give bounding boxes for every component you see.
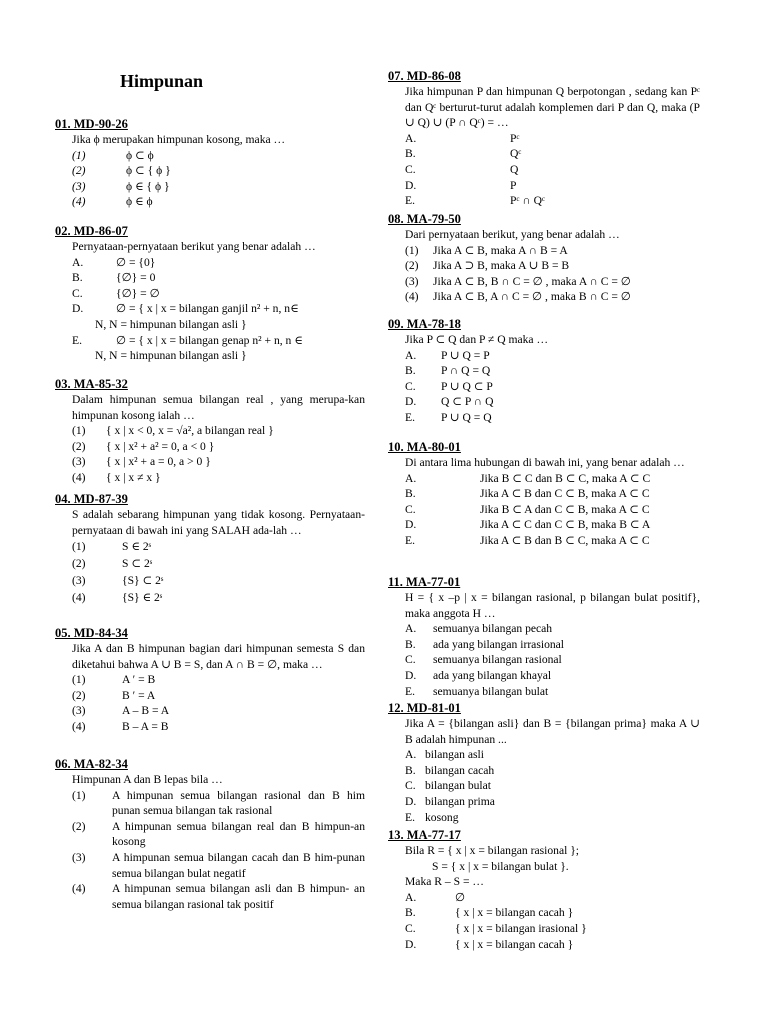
question-text: Jika A = {bilangan asli} dan B = {bilangan prima} maka A ∪ B adalah himpunan ... xyxy=(405,717,700,746)
option: E. ∅ = { x | x = bilangan genap n² + n, n ∈ xyxy=(72,333,303,347)
question-09 xyxy=(388,317,700,426)
option: C. { x | x = bilangan irasional } xyxy=(405,921,587,935)
option: (1) Jika A ⊂ B, maka A ∩ B = A xyxy=(405,243,568,257)
option: (1) S ∈ 2ˢ xyxy=(72,540,152,554)
question-text: Jika ϕ merupakan himpunan kosong, maka … xyxy=(72,133,286,146)
option: (4) A himpunan semua bilangan asli dan B himpun- an semua bilangan rasional tak positif xyxy=(72,882,365,911)
question-05 xyxy=(55,626,365,735)
question-08 xyxy=(388,212,700,305)
option: D. P xyxy=(405,178,517,192)
question-text: Jika P ⊂ Q dan P ≠ Q maka … xyxy=(405,333,549,346)
option: (3) A himpunan semua bilangan cacah dan B him-punan semua bilangan bulat negatif xyxy=(72,850,365,880)
question-01 xyxy=(55,117,365,210)
option: D. Q ⊂ P ∩ Q xyxy=(405,395,494,409)
option: B. {∅} = 0 xyxy=(72,271,156,285)
question-06 xyxy=(55,757,365,912)
option: E. kosong xyxy=(405,810,459,824)
question-text: Dalam himpunan semua bilangan real , yang merupa-kan himpunan kosong ialah … xyxy=(72,393,365,422)
option: A. Jika B ⊂ C dan B ⊂ C, maka A ⊂ C xyxy=(405,471,651,485)
option: E. semuanya bilangan bulat xyxy=(405,684,549,698)
option: (1) ϕ ⊂ ϕ xyxy=(72,148,154,162)
question-code: 02. MD-86-07 xyxy=(55,224,128,238)
question-code: 13. MA-77-17 xyxy=(388,828,461,842)
option: (4) { x | x ≠ x } xyxy=(72,470,161,484)
option: B. bilangan cacah xyxy=(405,763,495,777)
option: D. ada yang bilangan khayal xyxy=(405,668,552,682)
question-text: H = { x –p | x = bilangan rasional, p bilangan bulat positif}, maka anggota H … xyxy=(405,591,700,620)
option: C. Q xyxy=(405,162,519,176)
option: (1) A ′ = B xyxy=(72,673,156,687)
option: A. bilangan asli xyxy=(405,748,484,762)
question-02 xyxy=(55,224,365,364)
option: B. { x | x = bilangan cacah } xyxy=(405,906,574,920)
option: (2) Jika A ⊃ B, maka A ∪ B = B xyxy=(405,259,570,273)
question-12 xyxy=(388,701,700,825)
question-code: 12. MD-81-01 xyxy=(388,701,461,715)
question-07 xyxy=(388,69,700,209)
question-03 xyxy=(55,377,365,486)
option: A. semuanya bilangan pecah xyxy=(405,622,553,636)
question-code: 06. MA-82-34 xyxy=(55,757,128,771)
option: (2) A himpunan semua bilangan real dan B himpun-an kosong xyxy=(72,819,365,849)
option: B. ada yang bilangan irrasional xyxy=(405,637,565,651)
option-continuation: N, N = himpunan bilangan asli } xyxy=(95,349,247,363)
option: B. P ∩ Q = Q xyxy=(405,364,491,378)
question-11 xyxy=(388,575,700,699)
question-code: 03. MA-85-32 xyxy=(55,377,128,391)
option: (2) B ′ = A xyxy=(72,688,156,702)
question-text: Pernyataan-pernyataan berikut yang benar adalah … xyxy=(72,240,316,253)
question-text: Jika A dan B himpunan bagian dari himpunan semesta S dan diketahui bahwa A ∪ B = S, dan A ∩ B = ∅, maka … xyxy=(72,642,365,671)
question-text-line2: S = { x | x = bilangan bulat }. xyxy=(432,859,569,873)
page-title: Himpunan xyxy=(120,71,204,91)
option: (4) Jika A ⊂ B, A ∩ C = ∅ , maka B ∩ C = ∅ xyxy=(405,290,631,304)
option: A. ∅ xyxy=(405,890,466,904)
option: D. bilangan prima xyxy=(405,794,495,808)
option: E. P ∪ Q = Q xyxy=(405,410,492,424)
question-code: 04. MD-87-39 xyxy=(55,492,128,506)
question-13 xyxy=(388,828,700,952)
option: (3) Jika A ⊂ B, B ∩ C = ∅ , maka A ∩ C = ∅ xyxy=(405,274,631,288)
option: E. Jika A ⊂ B dan B ⊂ C, maka A ⊂ C xyxy=(405,533,650,547)
option: (3) A – B = A xyxy=(72,704,170,718)
question-code: 05. MD-84-34 xyxy=(55,626,128,640)
option: (3) { x | x² + a = 0, a > 0 } xyxy=(72,455,211,469)
option: (2) S ⊂ 2ˢ xyxy=(72,557,153,571)
question-text-line3: Maka R – S = … xyxy=(405,875,484,889)
option: (4) {S} ∈ 2ˢ xyxy=(72,591,163,605)
option: B. Qᶜ xyxy=(405,147,522,161)
option: (4) B – A = B xyxy=(72,719,169,733)
option: B. Jika A ⊂ B dan C ⊂ B, maka A ⊂ C xyxy=(405,487,650,501)
option: (3) {S} ⊂ 2ˢ xyxy=(72,574,164,588)
question-text: Himpunan A dan B lepas bila … xyxy=(72,773,223,786)
option: (2) { x | x² + a² = 0, a < 0 } xyxy=(72,439,215,453)
option: A. Pᶜ xyxy=(405,131,520,145)
option: C. bilangan bulat xyxy=(405,779,492,793)
question-text: S adalah sebarang himpunan yang tidak kosong. Pernyataan-pernyataan di bawah ini yang SALAH ada-lah … xyxy=(72,508,365,537)
option: (1) A himpunan semua bilangan rasional dan B him punan semua bilangan tak rasional xyxy=(72,788,365,818)
question-code: 11. MA-77-01 xyxy=(388,575,461,589)
option: D. ∅ = { x | x = bilangan ganjil n² + n, n∈ xyxy=(72,302,299,316)
question-text: Dari pernyataan berikut, yang benar adalah … xyxy=(405,228,620,241)
question-code: 10. MA-80-01 xyxy=(388,440,461,454)
question-04 xyxy=(55,492,365,606)
option: C. semuanya bilangan rasional xyxy=(405,653,562,667)
option: (4) ϕ ∈ ϕ xyxy=(72,195,153,209)
question-10 xyxy=(388,440,700,549)
question-text: Di antara lima hubungan di bawah ini, yang benar adalah … xyxy=(405,456,685,469)
option: C. P ∪ Q ⊂ P xyxy=(405,379,493,393)
option: D. Jika A ⊂ C dan C ⊂ B, maka B ⊂ A xyxy=(405,518,651,532)
option: (1) { x | x < 0, x = √a², a bilangan real } xyxy=(72,424,274,438)
question-text: Bila R = { x | x = bilangan rasional }; xyxy=(405,844,580,857)
question-code: 09. MA-78-18 xyxy=(388,317,461,331)
option: C. Jika B ⊂ A dan C ⊂ B, maka A ⊂ C xyxy=(405,502,650,516)
option: E. Pᶜ ∩ Qᶜ xyxy=(405,194,545,208)
question-code: 08. MA-79-50 xyxy=(388,212,461,226)
option: D. { x | x = bilangan cacah } xyxy=(405,937,574,951)
option: C. {∅} = ∅ xyxy=(72,286,160,300)
question-code: 07. MD-86-08 xyxy=(388,69,461,83)
question-code: 01. MD-90-26 xyxy=(55,117,128,131)
option-continuation: N, N = himpunan bilangan asli } xyxy=(95,317,247,331)
option: (3) ϕ ∈ { ϕ } xyxy=(72,179,170,193)
question-text: Jika himpunan P dan himpunan Q berpotongan , sedang kan Pᶜ dan Qᶜ berturut-turut adalah komplemen dari P dan Q, maka (P ∪ Q) ∪ (P ∩ Qᶜ) = … xyxy=(405,85,700,130)
option: A. P ∪ Q = P xyxy=(405,348,490,362)
option: A. ∅ = {0} xyxy=(72,255,156,269)
option: (2) ϕ ⊂ { ϕ } xyxy=(72,164,171,178)
